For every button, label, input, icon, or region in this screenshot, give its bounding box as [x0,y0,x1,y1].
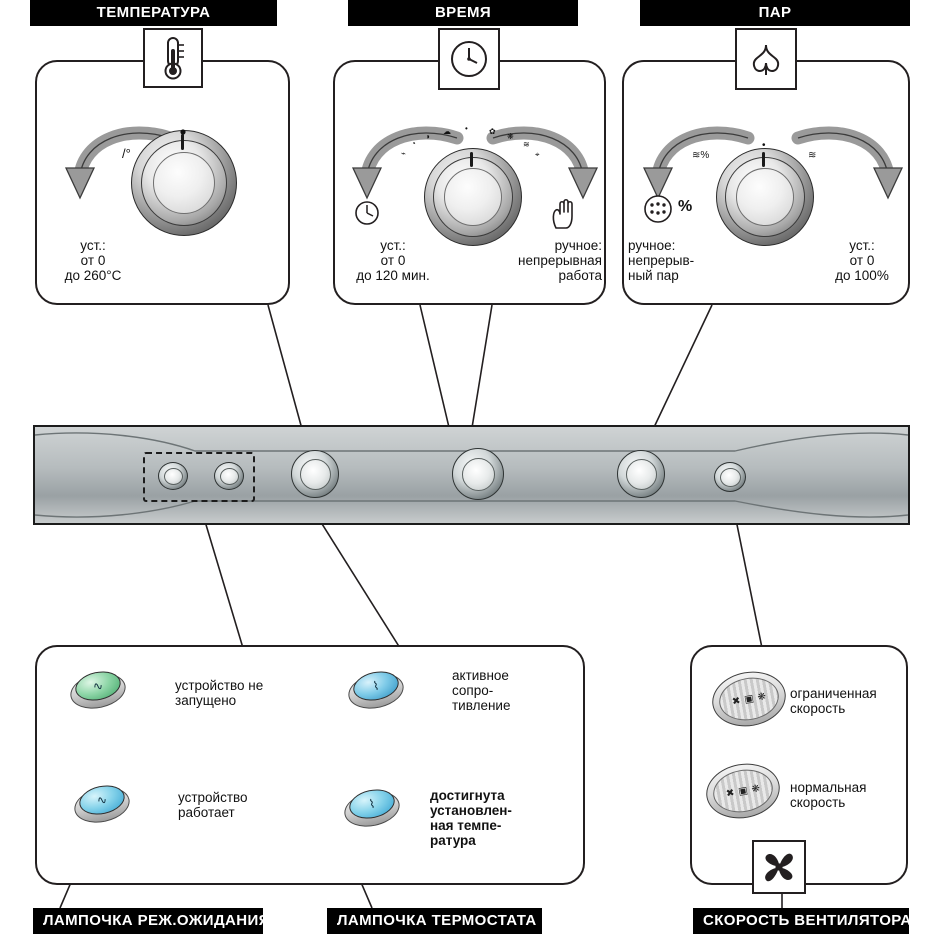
caption-temp-range [48,238,138,283]
blue-lamp-lit: ⌇ [344,786,400,826]
steam-percent-label: % [678,198,693,215]
label-normal-speed [790,780,910,810]
caption-line: от 0 [849,253,875,268]
caption-line: ручное: [554,238,602,253]
caption-steam-range [820,238,904,283]
caption-line: уст.: [80,238,106,253]
footer-label-standby-lamp: ЛАМПОЧКА РЕЖ.ОЖИДАНИЯ [33,908,263,934]
header-label-temperature: ТЕМПЕРАТУРА [30,0,277,26]
fan-knob-normal: ✖ ▣ ❋ [706,764,780,818]
caption-line: устройство не [175,678,264,693]
hand-icon [548,196,580,230]
caption-line: запущено [175,693,237,708]
caption-line: сопро- [452,683,494,698]
caption-line: до 100% [835,268,889,283]
svg-text:≋: ≋ [808,150,817,161]
temperature-scale-marks [118,138,158,170]
clock-icon [438,28,500,90]
caption-line: устройство [178,790,248,805]
caption-line: ный пар [628,268,679,283]
caption-line: уст.: [849,238,875,253]
caption-line: от 0 [80,253,106,268]
caption-line: до 260°C [64,268,122,283]
caption-line: ограниченная [790,686,877,701]
fan-icon [752,840,806,894]
caption-line: установлен- [430,803,512,818]
caption-line: скорость [790,701,846,716]
caption-line: активное [452,668,509,683]
svg-text:❋: ❋ [507,132,514,141]
svg-text:⌁: ⌁ [401,149,406,158]
svg-text:☁: ☁ [443,127,451,136]
svg-text:◑: ◑ [425,132,430,141]
control-knob-time[interactable] [452,448,504,500]
caption-time-range [345,238,441,283]
svg-text:•: • [762,140,766,151]
caption-line: достигнута [430,788,505,803]
label-active-resistance [452,668,572,713]
svg-text:≋%: ≋% [692,150,710,161]
time-scale-marks [395,126,555,186]
caption-line: работа [558,268,602,283]
svg-text:⌖: ⌖ [535,150,540,159]
label-limited-speed [790,686,910,716]
label-temperature-reached [430,788,560,848]
fan-knob-limited: ✖ ▣ ❋ [712,672,786,726]
header-label-time: ВРЕМЯ [348,0,578,26]
svg-text:✿: ✿ [489,127,496,136]
green-lamp-lit: ∿ [74,782,130,822]
svg-text:/°: /° [122,146,131,161]
caption-line: скорость [790,795,846,810]
control-knob-steam[interactable] [617,450,665,498]
control-lamp-standby[interactable] [158,462,188,490]
svg-text:◔: ◔ [411,139,416,148]
control-lamp-thermostat[interactable] [214,462,244,490]
clock-small-icon [352,198,382,228]
caption-line: уст.: [380,238,406,253]
svg-text:≋: ≋ [523,140,530,149]
temperature-dot-mark [178,124,188,134]
caption-line: работает [178,805,235,820]
label-device-running [178,790,318,820]
control-knob-temperature[interactable] [291,450,339,498]
svg-text:•: • [465,126,468,133]
caption-line: ручное: [628,238,676,253]
footer-label-fan-speed: СКОРОСТЬ ВЕНТИЛЯТОРА [693,908,909,934]
blue-lamp: ⌇ [348,668,404,708]
caption-line: от 0 [380,253,406,268]
steam-scale-marks [690,140,840,180]
caption-line: непрерывная [518,253,602,268]
caption-steam-manual [628,238,748,283]
caption-line: нормальная [790,780,867,795]
caption-line: ратура [430,833,476,848]
caption-line: до 120 мин. [356,268,430,283]
header-label-steam: ПАР [640,0,910,26]
label-device-not-started [175,678,315,708]
caption-line: ная темпе- [430,818,502,833]
footer-label-thermostat-lamp: ЛАМПОЧКА ТЕРМОСТАТА [327,908,542,934]
green-lamp: ∿ [70,668,126,708]
caption-line: непрерыв- [628,253,695,268]
control-knob-fan-speed[interactable] [714,462,746,492]
caption-time-manual [480,238,602,283]
thermometer-icon [143,28,203,88]
caption-line: тивление [452,698,511,713]
steam-icon [735,28,797,90]
steam-percent-icon [640,192,680,226]
